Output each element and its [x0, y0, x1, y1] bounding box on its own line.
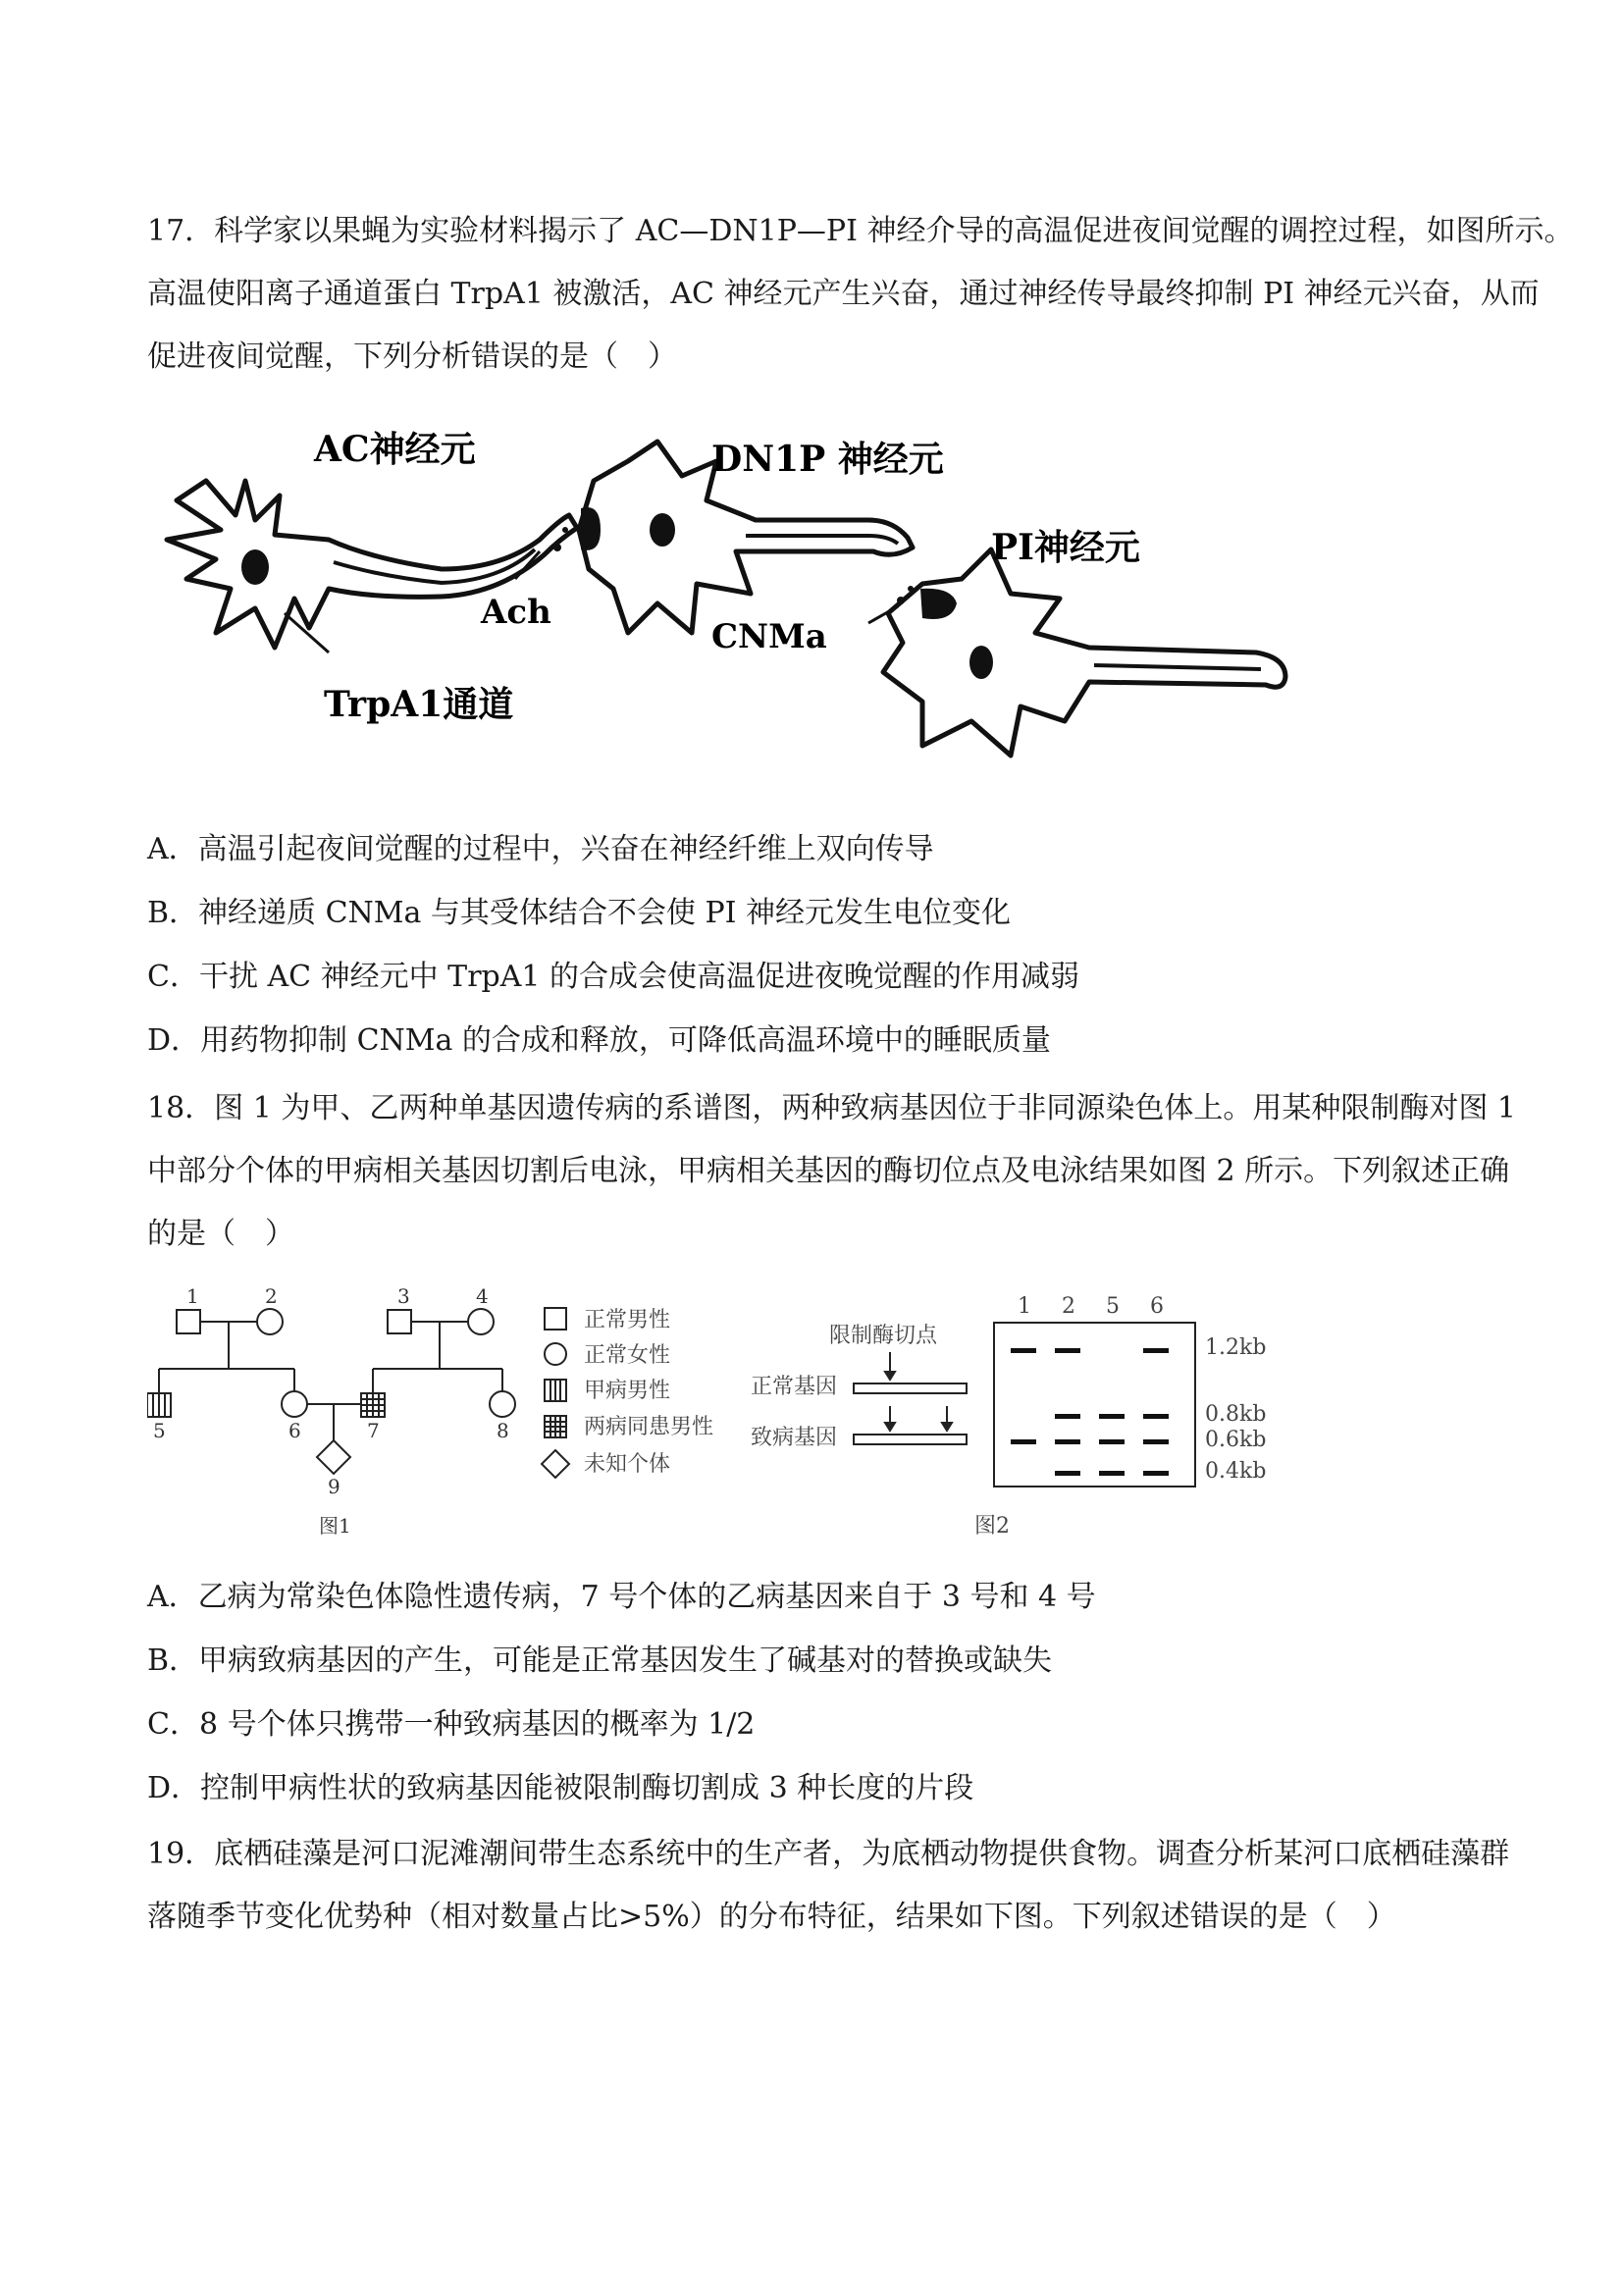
- pedigree-figure: [147, 1276, 736, 1550]
- dn1p-receptor: [581, 507, 601, 550]
- band-lane6-0-8kb: [1143, 1414, 1169, 1419]
- lane-2-label: 2: [1062, 1294, 1075, 1319]
- pi-neuron-body: [883, 549, 1285, 756]
- band-lane1-1-2kb: [1011, 1348, 1036, 1353]
- cnma-label: CNMa: [711, 617, 827, 656]
- id-1: 1: [186, 1284, 199, 1308]
- gel-frame: [994, 1323, 1195, 1487]
- lane-1-label: 1: [1018, 1294, 1031, 1319]
- individual-3: [388, 1310, 411, 1333]
- id-7: 7: [367, 1419, 380, 1442]
- q17-option-d: D．用药物抑制 CNMa 的合成和释放，可降低高温环境中的睡眠质量: [147, 1023, 1051, 1058]
- band-lane6-0-4kb: [1143, 1471, 1169, 1476]
- disease-gene-bar: [854, 1435, 967, 1444]
- neuron-diagram: [147, 422, 1305, 775]
- legend-disease-a-male: 甲病男性: [584, 1379, 671, 1403]
- legend-unknown-symbol: [542, 1450, 569, 1478]
- ach-label: Ach: [481, 593, 551, 632]
- individual-4: [468, 1309, 494, 1334]
- legend-normal-male: 正常男性: [584, 1308, 671, 1332]
- individual-8: [490, 1391, 515, 1417]
- q17-stem-line-3: 促进夜间觉醒，下列分析错误的是（ ）: [147, 339, 677, 374]
- id-8: 8: [497, 1419, 509, 1442]
- q18-option-b: B．甲病致病基因的产生，可能是正常基因发生了碱基对的替换或缺失: [147, 1644, 1053, 1678]
- ac-nucleus: [241, 549, 269, 585]
- band-lane5-0-8kb: [1099, 1414, 1125, 1419]
- id-5: 5: [153, 1419, 166, 1442]
- individual-2: [257, 1309, 283, 1334]
- cut-site-label: 限制酶切点: [829, 1324, 938, 1348]
- size-0-6kb: 0.6kb: [1205, 1428, 1267, 1452]
- id-2: 2: [265, 1284, 278, 1308]
- q17-stem-line-2: 高温使阳离子通道蛋白 TrpA1 被激活，AC 神经元产生兴奋，通过神经传导最终抑制 PI 神经元兴奋，从而: [147, 277, 1540, 311]
- legend-normal-male-symbol: [545, 1308, 566, 1330]
- legend-both-diseases-male: 两病同患男性: [584, 1415, 714, 1439]
- dn1p-nucleus: [650, 513, 675, 547]
- lane-5-label: 5: [1106, 1294, 1120, 1319]
- id-9: 9: [328, 1475, 340, 1498]
- q18-option-c: C．8 号个体只携带一种致病基因的概率为 1/2: [147, 1707, 756, 1742]
- q18-stem-line-3: 的是（ ）: [147, 1217, 294, 1251]
- lane-6-label: 6: [1150, 1294, 1164, 1319]
- normal-gene-bar: [854, 1383, 967, 1393]
- size-0-8kb: 0.8kb: [1205, 1402, 1267, 1427]
- legend-unknown: 未知个体: [584, 1452, 671, 1477]
- electrophoresis-figure: [741, 1276, 1310, 1550]
- q18-option-d: D．控制甲病性状的致病基因能被限制酶切割成 3 种长度的片段: [147, 1771, 974, 1805]
- q18-option-a: A．乙病为常染色体隐性遗传病，7 号个体的乙病基因来自于 3 号和 4 号: [147, 1580, 1096, 1614]
- q18-stem-line-1: 18．图 1 为甲、乙两种单基因遗传病的系谱图，两种致病基因位于非同源染色体上。用某种限制酶对图 1: [147, 1091, 1516, 1125]
- band-lane1-0-6kb: [1011, 1439, 1036, 1444]
- band-lane6-1-2kb: [1143, 1348, 1169, 1353]
- legend-normal-female: 正常女性: [584, 1343, 671, 1368]
- q18-stem-line-2: 中部分个体的甲病相关基因切割后电泳，甲病相关基因的酶切位点及电泳结果如图 2 所示。下列叙述正确: [147, 1154, 1510, 1188]
- id-3: 3: [397, 1284, 410, 1308]
- size-0-4kb: 0.4kb: [1205, 1459, 1267, 1484]
- legend-normal-female-symbol: [545, 1343, 566, 1365]
- band-lane2-0-8kb: [1055, 1414, 1080, 1419]
- individual-9: [317, 1440, 350, 1474]
- q17-option-a: A．高温引起夜间觉醒的过程中，兴奋在神经纤维上双向传导: [147, 832, 934, 866]
- individual-6: [282, 1391, 307, 1417]
- id-6: 6: [288, 1419, 301, 1442]
- q19-stem-line-1: 19．底栖硅藻是河口泥滩潮间带生态系统中的生产者，为底栖动物提供食物。调查分析某河口底栖硅藻群: [147, 1837, 1510, 1871]
- band-lane6-0-6kb: [1143, 1439, 1169, 1444]
- pi-nucleus: [969, 646, 993, 679]
- trpa1-label: TrpA1通道: [324, 684, 514, 725]
- id-4: 4: [476, 1284, 489, 1308]
- ac-neuron-label: AC神经元: [314, 429, 476, 470]
- dn1p-neuron-label: DN1P 神经元: [711, 439, 944, 480]
- band-lane2-1-2kb: [1055, 1348, 1080, 1353]
- band-lane2-0-4kb: [1055, 1471, 1080, 1476]
- size-1-2kb: 1.2kb: [1205, 1335, 1267, 1360]
- q17-option-b: B．神经递质 CNMa 与其受体结合不会使 PI 神经元发生电位变化: [147, 896, 1012, 930]
- band-lane2-0-6kb: [1055, 1439, 1080, 1444]
- band-lane5-0-6kb: [1099, 1439, 1125, 1444]
- q19-stem-line-2: 落随季节变化优势种（相对数量占比>5%）的分布特征，结果如下图。下列叙述错误的是（ ）: [147, 1900, 1396, 1934]
- q17-stem-line-1: 17．科学家以果蝇为实验材料揭示了 AC—DN1P—PI 神经介导的高温促进夜间觉醒的调控过程，如图所示。: [147, 214, 1574, 248]
- disease-gene-label: 致病基因: [751, 1426, 838, 1450]
- pi-neuron-label: PI神经元: [991, 527, 1140, 568]
- normal-gene-label: 正常基因: [751, 1375, 838, 1399]
- band-lane5-0-4kb: [1099, 1471, 1125, 1476]
- figure2-caption: 图2: [974, 1514, 1010, 1539]
- figure1-caption: 图1: [319, 1514, 351, 1538]
- individual-1: [177, 1310, 200, 1333]
- q17-option-c: C．干扰 AC 神经元中 TrpA1 的合成会使高温促进夜晚觉醒的作用减弱: [147, 960, 1080, 994]
